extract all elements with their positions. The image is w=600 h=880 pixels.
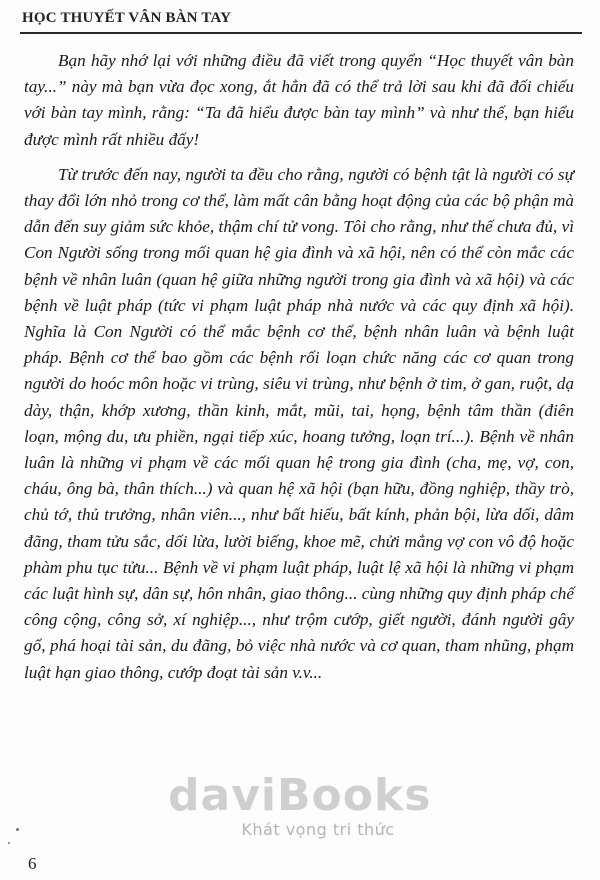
paragraph-diseases: Từ trước đến nay, người ta đều cho rằng, người có bệnh tật là người có sự thay đổi lớn nhỏ trong cơ thể, làm mất cân bằng hoạt động của các bộ phận mà dẫn đến suy giảm sức khỏe, thậm chí tử vong. Tôi cho rằng, như thế chưa đủ, vì Con Người sống trong mối quan hệ gia đình và xã hội, nên có thể còn mắc các bệnh về nhân luân (quan hệ giữa những người trong gia đình và xã hội) và các bệnh về luật pháp (tức vi phạm luật pháp nhà nước và các quy định xã hội). Nghĩa là Con Người có thể mắc bệnh cơ thể, bệnh nhân luân và bệnh luật pháp. Bệnh cơ thể bao gồm các bệnh rối loạn chức năng các cơ quan trong người do hoóc môn hoặc vi trùng, siêu vi trùng, như bệnh ở tim, ở gan, ruột, dạ dày, thận, khớp xương, thần kinh, mắt, mũi, tai, họng, bệnh tâm thần (điên loạn, mộng du, ưu phiền, ngại tiếp xúc, hoang tưởng, loạn trí...). Bệnh về nhân luân là những vi phạm về các mối quan hệ trong gia đình (cha, mẹ, vợ, con, cháu, ông bà, thân thích...) và quan hệ xã hội (bạn hữu, đồng nghiệp, thầy trò, chủ tớ, thủ trưởng, nhân viên..., như bất hiếu, bất kính, phản bội, lừa dối, dâm đãng, tham tửu sắc, dối lừa, lười biếng, khoe mẽ, chửi mắng vợ con vô độ hoặc phàm phu tục tửu... Bệnh về vi phạm luật pháp, luật lệ xã hội là những vi phạm các luật hình sự, dân sự, hôn nhân, giao thông... cùng những quy định pháp chế công cộng, công sở, xí nghiệp..., như trộm cướp, giết người, đánh người gây gổ, phá hoại tài sản, du đãng, bỏ việc nhà nước và cơ quan, tham nhũng, phạm luật hạn giao thông, cướp đoạt tài sản v.v... <box>24 164 574 682</box>
watermark-brand: daviBooks <box>168 770 432 821</box>
running-header-title: HỌC THUYẾT VÂN BÀN TAY <box>22 10 232 26</box>
publisher-watermark <box>168 770 432 839</box>
watermark-tagline: Khát vọng tri thức <box>241 820 395 839</box>
scan-speck <box>16 828 19 831</box>
body-text <box>24 48 574 686</box>
scan-speck <box>8 842 10 844</box>
header-divider <box>20 32 582 34</box>
page-number: 6 <box>28 854 37 873</box>
paragraph-intro: Bạn hãy nhớ lại với những điều đã viết trong quyển “Học thuyết vân bàn tay...” này mà bạn vừa đọc xong, ắt hẳn đã có thể trả lời sau khi đã đối chiếu với bàn tay mình, rằng: “Ta đã hiểu được bàn tay mình” và như thế, bạn hiểu được mình rất nhiều đấy! <box>24 51 574 149</box>
